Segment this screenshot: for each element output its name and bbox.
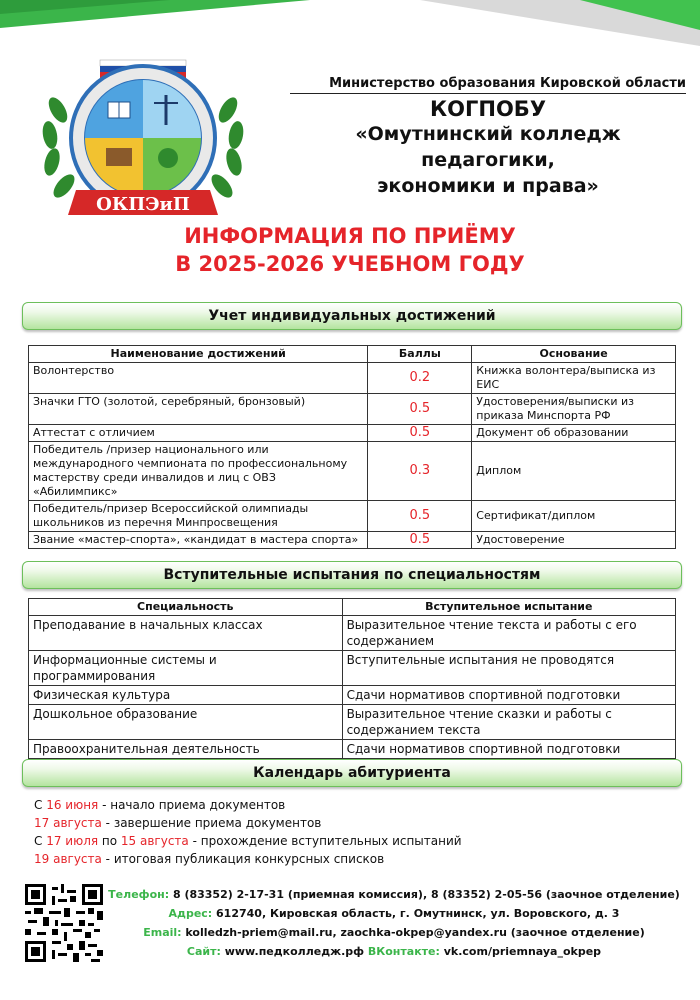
qr-code [25, 884, 103, 962]
entrance-test: Выразительное чтение текста и работы с его содержанием [342, 616, 675, 651]
table-row [29, 705, 676, 740]
phone-label: Телефон: [108, 888, 170, 901]
calendar-date: 16 июня [46, 798, 99, 812]
achievement-points: 0.5 [368, 532, 472, 549]
entrance-test: Вступительные испытания не проводятся [342, 651, 675, 686]
phone-value: 8 (83352) 2-17-31 (приемная комиссия), 8 (83352) 2-05-56 (заочное отделение) [169, 888, 680, 901]
calendar-item [34, 850, 462, 868]
calendar-list [34, 796, 462, 868]
calendar-heading: Календарь абитуриента [22, 759, 682, 787]
achievements-heading: Учет индивидуальных достижений [22, 302, 682, 330]
table-row [29, 532, 676, 549]
calendar-date: 17 августа [34, 816, 102, 830]
calendar-text: - итоговая публикация конкурсных списков [101, 852, 385, 866]
page-title-line2: В 2025-2026 УЧЕБНОМ ГОДУ [175, 252, 525, 276]
calendar-text: - начало приема документов [98, 798, 286, 812]
column-header-basis: Основание [472, 346, 676, 363]
exams-heading: Вступительные испытания по специальностям [22, 561, 682, 589]
achievement-name: Звание «мастер-спорта», «кандидат в мастера спорта» [29, 532, 368, 549]
contact-address [108, 904, 680, 923]
calendar-item [34, 796, 462, 814]
achievement-name: Победитель /призер национального или международного чемпионата по профессиональному мастерству среди инвалидов и лиц с ОВЗ «Абилимпикс» [29, 442, 368, 501]
email-value: kolledzh-priem@mail.ru, zaochka-okpep@yandex.ru (заочное отделение) [181, 926, 645, 939]
table-row [29, 425, 676, 442]
specialty-name: Правоохранительная деятельность [29, 740, 343, 759]
contact-site [108, 942, 680, 961]
achievement-basis: Документ об образовании [472, 425, 676, 442]
calendar-prefix: С [34, 798, 47, 812]
column-header-achievement: Наименование достижений [29, 346, 368, 363]
achievement-basis: Удостоверения/выписки из приказа Минспорта РФ [472, 394, 676, 425]
specialty-name: Физическая культура [29, 686, 343, 705]
org-full-name-line1: «Омутнинский колледж педагогики, [355, 123, 621, 171]
achievement-points: 0.5 [368, 425, 472, 442]
achievement-name: Значки ГТО (золотой, серебряный, бронзовый) [29, 394, 368, 425]
college-logo [38, 40, 248, 230]
address-value: 612740, Кировская область, г. Омутнинск, ул. Воровского, д. 3 [212, 907, 620, 920]
calendar-text: - прохождение вступительных испытаний [188, 834, 462, 848]
achievement-points: 0.5 [368, 501, 472, 532]
calendar-text: по [98, 834, 121, 848]
achievement-points: 0.2 [368, 363, 472, 394]
achievement-name: Аттестат с отличием [29, 425, 368, 442]
entrance-test: Сдачи нормативов спортивной подготовки [342, 686, 675, 705]
vk-value: vk.com/priemnaya_okpep [439, 945, 602, 958]
contact-phone [108, 885, 680, 904]
address-label: Адрес: [168, 907, 213, 920]
achievement-basis: Диплом [472, 442, 676, 501]
ministry-name: Министерство образования Кировской области [290, 76, 686, 94]
table-row [29, 686, 676, 705]
entrance-test: Сдачи нормативов спортивной подготовки [342, 740, 675, 759]
column-header-test: Вступительное испытание [342, 599, 675, 616]
site-label: Сайт: [186, 945, 221, 958]
entrance-test: Выразительное чтение сказки и работы с содержанием текста [342, 705, 675, 740]
page-title [0, 222, 700, 278]
table-row [29, 651, 676, 686]
specialty-name: Информационные системы и программирования [29, 651, 343, 686]
calendar-prefix: С [34, 834, 47, 848]
achievement-basis: Книжка волонтера/выписка из ЕИС [472, 363, 676, 394]
vk-label: ВКонтакте: [367, 945, 440, 958]
org-full-name-line2: экономики и права» [377, 175, 599, 197]
achievement-points: 0.5 [368, 394, 472, 425]
exams-table [28, 598, 676, 759]
achievement-name: Волонтерство [29, 363, 368, 394]
column-header-specialty: Специальность [29, 599, 343, 616]
calendar-date: 17 июля [46, 834, 99, 848]
calendar-item [34, 814, 462, 832]
contacts-block [108, 885, 680, 961]
achievements-table [28, 345, 676, 549]
corner-decoration-right-green [580, 0, 700, 30]
header-block [290, 76, 686, 199]
achievement-points: 0.3 [368, 442, 472, 501]
specialty-name: Преподавание в начальных классах [29, 616, 343, 651]
calendar-date: 19 августа [34, 852, 102, 866]
calendar-date: 15 августа [120, 834, 189, 848]
corner-decoration-left-inner [0, 0, 170, 14]
contact-email [108, 923, 680, 942]
email-label: Email: [143, 926, 182, 939]
column-header-points: Баллы [368, 346, 472, 363]
specialty-name: Дошкольное образование [29, 705, 343, 740]
calendar-text: - завершение приема документов [101, 816, 322, 830]
table-row [29, 394, 676, 425]
site-value: www.педколледж.рф [220, 945, 368, 958]
achievement-name: Победитель/призер Всероссийской олимпиады школьников из перечня Минпросвещения [29, 501, 368, 532]
table-row [29, 363, 676, 394]
achievement-basis: Сертификат/диплом [472, 501, 676, 532]
table-row [29, 616, 676, 651]
table-row [29, 501, 676, 532]
table-row [29, 740, 676, 759]
page-title-line1: ИНФОРМАЦИЯ ПО ПРИЁМУ [184, 224, 516, 248]
achievement-basis: Удостоверение [472, 532, 676, 549]
calendar-item [34, 832, 462, 850]
table-row [29, 442, 676, 501]
org-short-name: КОГПОБУ [429, 97, 547, 121]
logo-ribbon-text: ОКПЭиП [96, 194, 190, 215]
